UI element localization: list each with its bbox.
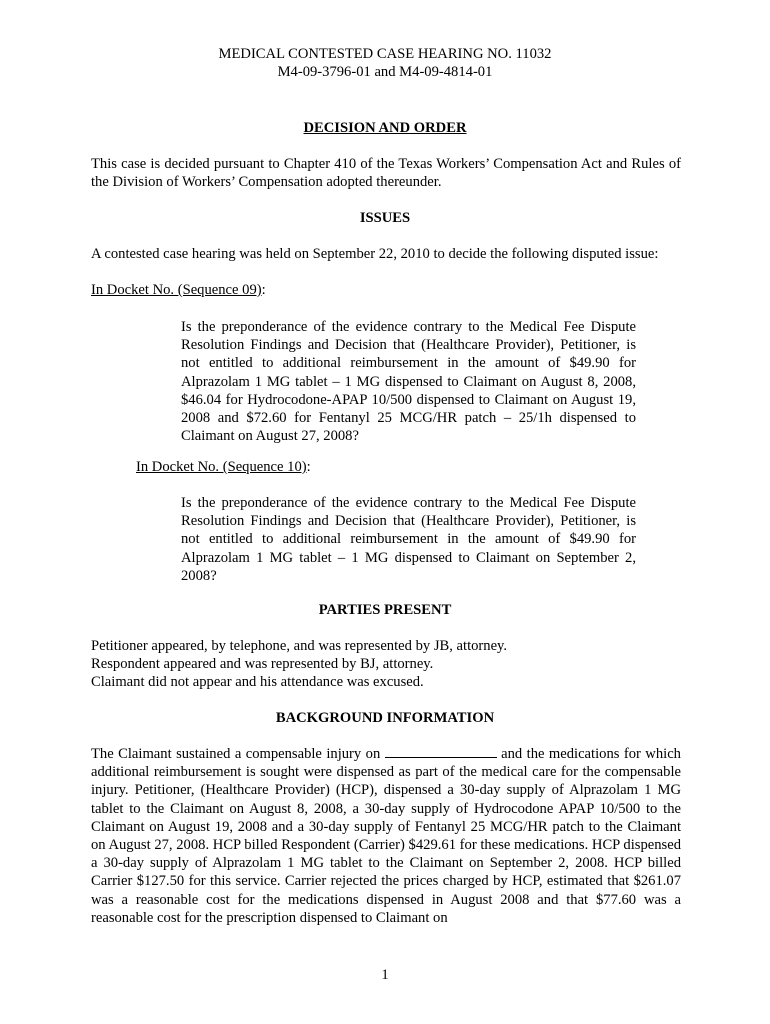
injury-date-blank bbox=[385, 745, 497, 758]
page-number: 1 bbox=[381, 967, 389, 983]
docket2-issue: Is the preponderance of the evidence contrary to the Medical Fee Dispute Resolution Findings and Decision that (Healthcare Provider), Petitioner, is not entitled to additional reimbursement in the amount of $49.90 for Alprazolam 1 MG tablet – 1 MG dispensed to Claimant on September 2, 2008? bbox=[181, 495, 636, 584]
background-text-start: The Claimant sustained a compensable injury on bbox=[91, 746, 381, 762]
parties-heading: PARTIES PRESENT bbox=[318, 602, 452, 618]
parties-petitioner: Petitioner appeared, by telephone, and was represented by JB, attorney. bbox=[91, 638, 508, 654]
intro-paragraph: This case is decided pursuant to Chapter 410 of the Texas Workers’ Compensation Act and Rules of the Division of Workers’ Compensation adopted thereunder. bbox=[91, 156, 681, 191]
case-number: MEDICAL CONTESTED CASE HEARING NO. 11032 bbox=[218, 46, 552, 62]
docket2-label-line: In Docket No. (Sequence 10): bbox=[136, 459, 311, 475]
docket1-label: In Docket No. (Sequence 09) bbox=[91, 282, 262, 298]
docket1-issue: Is the preponderance of the evidence contrary to the Medical Fee Dispute Resolution Findings and Decision that (Healthcare Provider), Petitioner, is not entitled to additional reimbursement in the amount of $49.90 for Alprazolam 1 MG tablet – 1 MG dispensed to Claimant on August 8, 2008, $46.04 for Hydrocodone-APAP 10/500 dispensed to Claimant on August 19, 2008 and $72.60 for Fentanyl 25 MCG/HR patch – 25/1h dispensed to Claimant on August 27, 2008? bbox=[181, 319, 636, 445]
docket-numbers: M4-09-3796-01 and M4-09-4814-01 bbox=[277, 64, 493, 81]
issues-intro: A contested case hearing was held on September 22, 2010 to decide the following disputed issue: bbox=[91, 246, 659, 262]
docket1-label-line: In Docket No. (Sequence 09): bbox=[91, 282, 266, 298]
docket2-label: In Docket No. (Sequence 10) bbox=[136, 459, 307, 475]
background-text-rest: and the medications for which additional reimbursement is sought were dispensed as part of the medical care for the compensable injury. Petitioner, (Healthcare Provider) (HCP), dispensed a 30-day supply of Alprazolam 1 MG tablet to the Claimant on August 8, 2008, a 30-day supply of Hydrocodone APAP 10/500 to the Claimant on August 19, 2008 and a 30-day supply of Fentanyl 25 MCG/HR patch to the Claimant on August 27, 2008. HCP billed Respondent (Carrier) $429.61 for these medications. HCP dispensed a 30-day supply of Alprazolam 1 MG tablet to the Claimant on September 2, 2008. HCP billed Carrier $127.50 for this service. Carrier rejected the prices charged by HCP, estimated that $261.07 was a reasonable cost for the medications dispensed in August 2008 and that $77.60 was a reasonable cost for the prescription dispensed to Claimant on bbox=[91, 746, 681, 926]
document-title: DECISION AND ORDER bbox=[303, 120, 467, 136]
parties-respondent: Respondent appeared and was represented by BJ, attorney. bbox=[91, 656, 434, 672]
case-header bbox=[0, 45, 770, 81]
background-paragraph bbox=[91, 745, 681, 927]
issues-heading: ISSUES bbox=[359, 210, 411, 226]
parties-claimant: Claimant did not appear and his attendance was excused. bbox=[91, 674, 424, 690]
background-heading: BACKGROUND INFORMATION bbox=[275, 710, 495, 726]
